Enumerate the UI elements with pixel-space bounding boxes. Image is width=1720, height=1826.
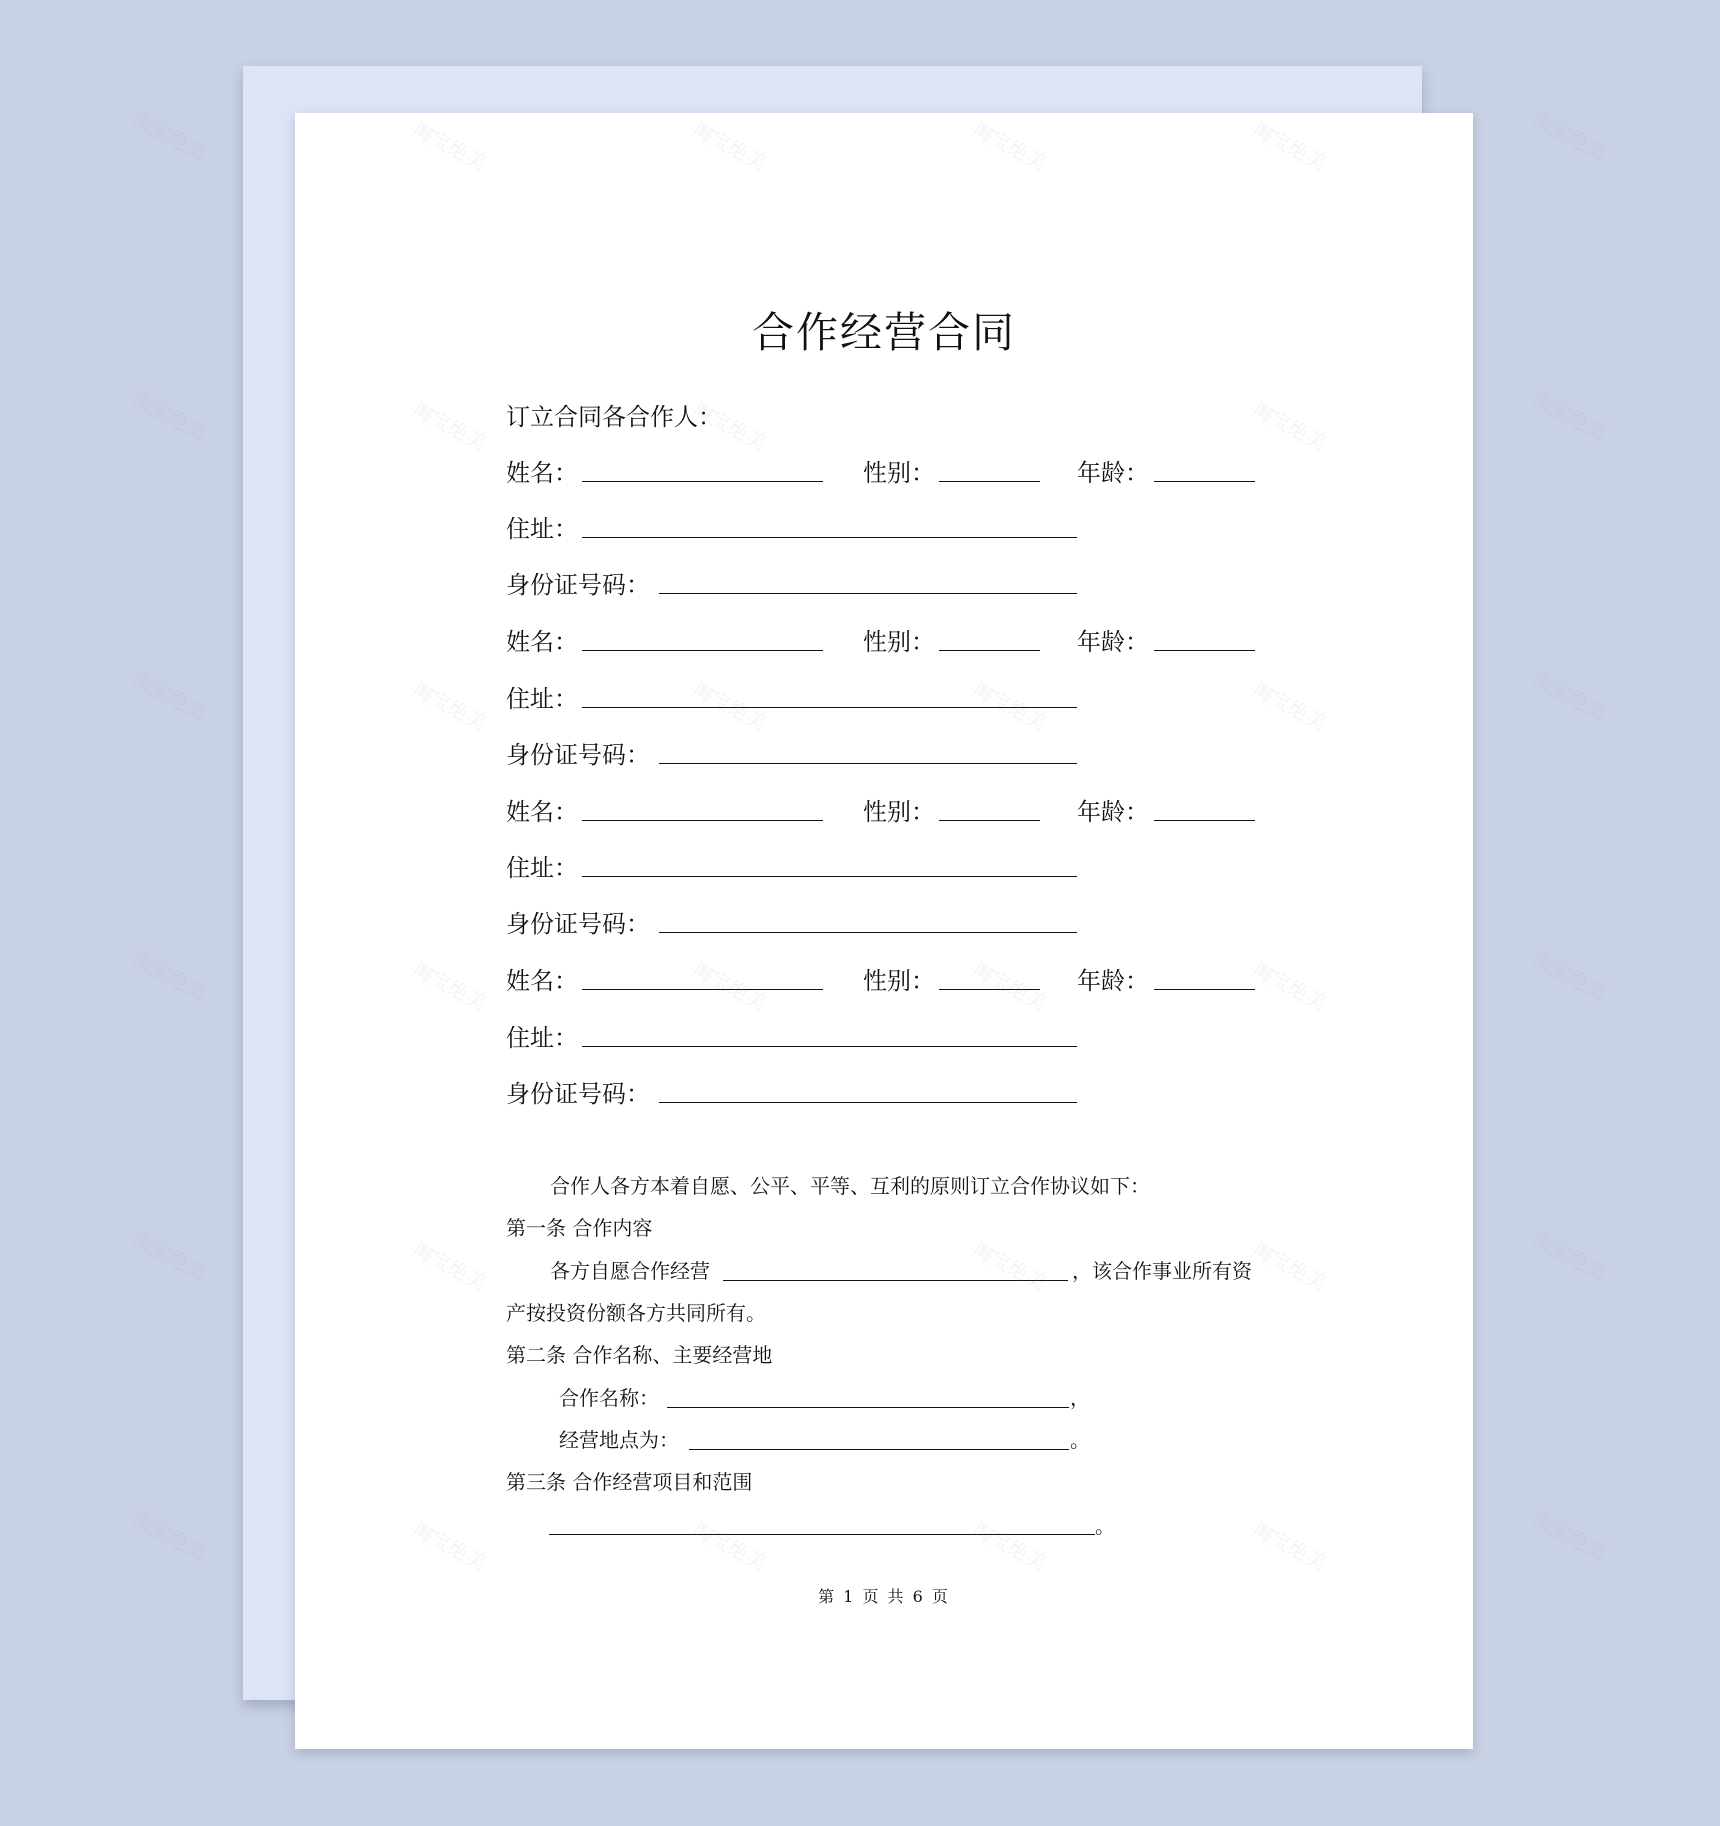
name-label: 姓名： [506, 967, 578, 995]
gender-blank[interactable] [939, 820, 1040, 821]
name-label: 姓名： [506, 628, 578, 656]
age-field[interactable] [1077, 453, 1149, 488]
gender-field[interactable] [863, 622, 935, 657]
gender-blank[interactable] [939, 650, 1040, 651]
address-label: 住址： [506, 515, 578, 543]
name-label: 姓名： [506, 798, 578, 826]
cooperation-name-label: 合作名称： [559, 1386, 659, 1410]
document-page [295, 113, 1473, 1749]
watermark-text: 淘宝绝美 [1528, 386, 1611, 446]
gender-label: 性别： [863, 967, 935, 995]
age-blank[interactable] [1154, 481, 1255, 482]
gender-blank[interactable] [939, 481, 1040, 482]
gender-blank[interactable] [939, 989, 1040, 990]
gender-label: 性别： [863, 628, 935, 656]
age-blank[interactable] [1154, 820, 1255, 821]
id-label: 身份证号码： [506, 910, 650, 938]
id-field[interactable] [506, 1074, 650, 1109]
business-scope-blank[interactable] [549, 1534, 1095, 1535]
watermark-text: 淘宝绝美 [128, 1506, 211, 1566]
agreement-preamble: 合作人各方本着自愿、公平、平等、互利的原则订立合作协议如下： [550, 1174, 1150, 1198]
name-blank[interactable] [582, 820, 823, 821]
article-1-line-1-suffix: ，该合作事业所有资 [1072, 1259, 1252, 1283]
age-blank[interactable] [1154, 989, 1255, 990]
business-place-end: 。 [1070, 1428, 1090, 1452]
age-blank[interactable] [1154, 650, 1255, 651]
address-blank[interactable] [582, 876, 1077, 877]
gender-label: 性别： [863, 459, 935, 487]
name-blank[interactable] [582, 481, 823, 482]
cooperation-name-end: ， [1070, 1386, 1090, 1410]
article-2-heading: 第二条 合作名称、主要经营地 [506, 1343, 773, 1367]
id-blank[interactable] [659, 1102, 1077, 1103]
watermark-text: 淘宝绝美 [1528, 946, 1611, 1006]
address-label: 住址： [506, 854, 578, 882]
address-label: 住址： [506, 685, 578, 713]
id-blank[interactable] [659, 932, 1077, 933]
gender-label: 性别： [863, 798, 935, 826]
address-field[interactable] [506, 679, 578, 714]
article-3-heading: 第三条 合作经营项目和范围 [506, 1470, 753, 1494]
age-label: 年龄： [1077, 628, 1149, 656]
id-label: 身份证号码： [506, 741, 650, 769]
document-title: 合作经营合同 [751, 308, 1016, 357]
id-field[interactable] [506, 735, 650, 770]
name-blank[interactable] [582, 989, 823, 990]
partners-intro: 订立合同各合作人： [506, 403, 722, 431]
id-label: 身份证号码： [506, 571, 650, 599]
name-field[interactable] [506, 453, 578, 488]
gender-field[interactable] [863, 453, 935, 488]
gender-field[interactable] [863, 961, 935, 996]
name-field[interactable] [506, 792, 578, 827]
business-scope-end: 。 [1095, 1514, 1115, 1538]
id-blank[interactable] [659, 763, 1077, 764]
age-label: 年龄： [1077, 798, 1149, 826]
age-label: 年龄： [1077, 459, 1149, 487]
business-content-blank[interactable] [723, 1280, 1068, 1281]
name-field[interactable] [506, 622, 578, 657]
watermark-text: 淘宝绝美 [128, 106, 211, 166]
id-label: 身份证号码： [506, 1080, 650, 1108]
watermark-text: 淘宝绝美 [1528, 1506, 1611, 1566]
watermark-text: 淘宝绝美 [1528, 1226, 1611, 1286]
article-1-line-2: 产按投资份额各方共同所有。 [506, 1301, 766, 1325]
address-field[interactable] [506, 848, 578, 883]
id-blank[interactable] [659, 593, 1077, 594]
watermark-text: 淘宝绝美 [128, 666, 211, 726]
age-field[interactable] [1077, 792, 1149, 827]
watermark-text: 淘宝绝美 [1528, 106, 1611, 166]
gender-field[interactable] [863, 792, 935, 827]
watermark-text: 淘宝绝美 [1528, 666, 1611, 726]
id-field[interactable] [506, 565, 650, 600]
address-field[interactable] [506, 1018, 578, 1053]
article-1-heading: 第一条 合作内容 [506, 1216, 653, 1240]
business-place-blank[interactable] [689, 1449, 1069, 1450]
name-label: 姓名： [506, 459, 578, 487]
age-label: 年龄： [1077, 967, 1149, 995]
id-field[interactable] [506, 904, 650, 939]
watermark-text: 淘宝绝美 [128, 386, 211, 446]
address-blank[interactable] [582, 707, 1077, 708]
name-field[interactable] [506, 961, 578, 996]
address-label: 住址： [506, 1024, 578, 1052]
watermark-text: 淘宝绝美 [128, 946, 211, 1006]
address-field[interactable] [506, 509, 578, 544]
page-number-footer: 第 1 页 共 6 页 [818, 1587, 950, 1606]
address-blank[interactable] [582, 1046, 1077, 1047]
business-place-label: 经营地点为： [559, 1428, 679, 1452]
name-blank[interactable] [582, 650, 823, 651]
age-field[interactable] [1077, 961, 1149, 996]
age-field[interactable] [1077, 622, 1149, 657]
article-1-line-1-prefix: 各方自愿合作经营 [550, 1259, 710, 1283]
cooperation-name-blank[interactable] [667, 1407, 1069, 1408]
address-blank[interactable] [582, 537, 1077, 538]
watermark-text: 淘宝绝美 [128, 1226, 211, 1286]
